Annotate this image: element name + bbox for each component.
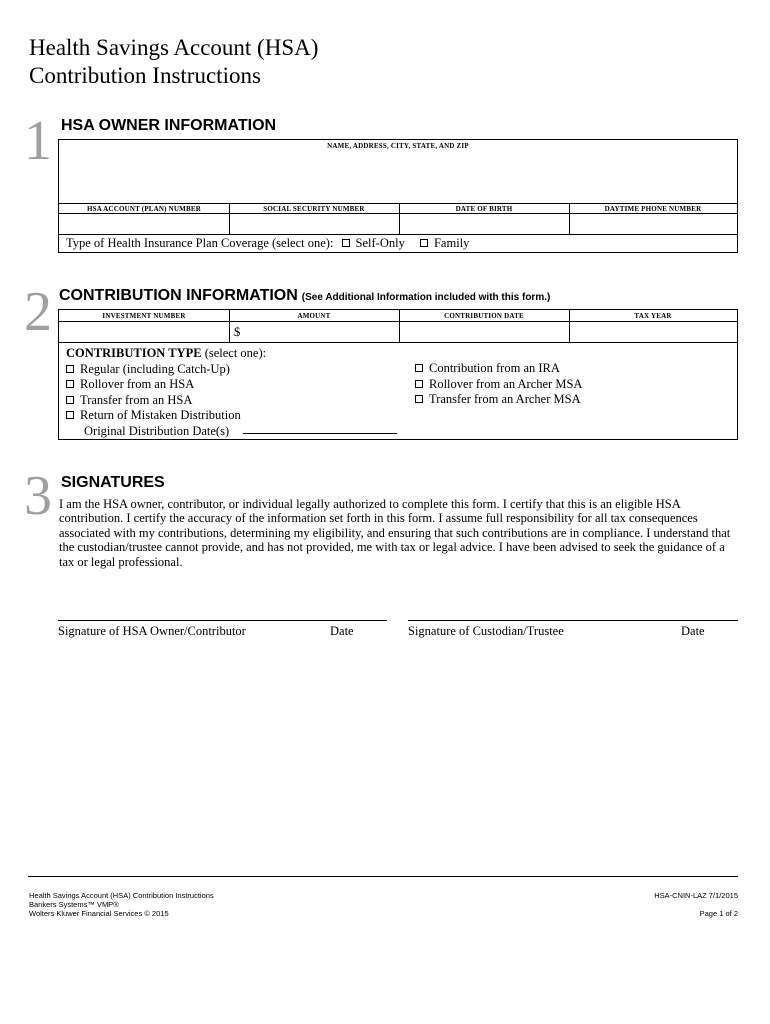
- form-title-line2: Contribution Instructions: [29, 63, 261, 88]
- footer-form-name: Health Savings Account (HSA) Contribution Instructions: [29, 891, 214, 900]
- col-ssn: SOCIAL SECURITY NUMBER: [263, 205, 365, 213]
- hsa-account-number-field[interactable]: [60, 214, 228, 233]
- contribution-type-label: CONTRIBUTION TYPE: [66, 346, 202, 360]
- col-contribution-date: CONTRIBUTION DATE: [444, 312, 524, 320]
- ira-contribution-label: Contribution from an IRA: [429, 361, 560, 375]
- regular-checkbox[interactable]: [66, 365, 74, 373]
- col-hsa-account-number: HSA ACCOUNT (PLAN) NUMBER: [87, 205, 201, 213]
- footer-right: [654, 891, 738, 918]
- original-distribution-date-field[interactable]: [243, 433, 397, 434]
- mistaken-distribution-label: Return of Mistaken Distribution: [80, 408, 241, 422]
- rollover-hsa-label: Rollover from an HSA: [80, 377, 195, 391]
- transfer-archer-msa-label: Transfer from an Archer MSA: [429, 392, 581, 406]
- contribution-type-hint: (select one):: [204, 346, 267, 360]
- contribution-type-right: [415, 361, 582, 408]
- contribution-info-box: [58, 309, 738, 440]
- tax-year-field[interactable]: [570, 322, 736, 341]
- coverage-label: Type of Health Insurance Plan Coverage (select one):: [66, 236, 334, 250]
- transfer-hsa-label: Transfer from an HSA: [80, 392, 193, 407]
- section2-heading: CONTRIBUTION INFORMATION: [59, 287, 298, 304]
- form-title-line1: Health Savings Account (HSA): [29, 35, 319, 60]
- section3-number: 3: [24, 465, 52, 527]
- investment-number-field[interactable]: [60, 322, 228, 341]
- section3-heading: SIGNATURES: [61, 474, 165, 491]
- rollover-archer-msa-checkbox[interactable]: [415, 380, 423, 388]
- original-distribution-date-label: Original Distribution Date(s): [84, 423, 230, 438]
- section2-number: 2: [24, 281, 52, 343]
- certification-paragraph: I am the HSA owner, contributor, or individual legally authorized to complete this form. I certify that this is an eligible HSA contribution. I certify the accuracy of the information set forth in this form. I assume full responsibility for all tax consequences associated with my contributions, determining my eligibility, and ensuring that such contributions are in compliance. I understand that the custodian/trustee cannot provide, and has not provided, me with tax or legal advice. I have been advised to seek the guidance of a tax or legal professional.: [59, 497, 731, 569]
- col-date-of-birth: DATE OF BIRTH: [455, 205, 513, 213]
- owner-date-label: Date: [330, 624, 354, 638]
- rollover-archer-msa-label: Rollover from an Archer MSA: [429, 376, 583, 391]
- contribution-type-left: [66, 346, 266, 439]
- rollover-hsa-checkbox[interactable]: [66, 380, 74, 388]
- footer-divider: [28, 876, 738, 877]
- family-checkbox[interactable]: [420, 239, 428, 247]
- mistaken-distribution-checkbox[interactable]: [66, 411, 74, 419]
- section2-heading-row: [59, 287, 550, 305]
- custodian-date-label: Date: [681, 624, 705, 638]
- transfer-archer-msa-checkbox[interactable]: [415, 395, 423, 403]
- footer-form-id: HSA-CNIN-LAZ 7/1/2015: [654, 891, 738, 900]
- owner-signature-label: Signature of HSA Owner/Contributor: [58, 624, 246, 638]
- ira-contribution-checkbox[interactable]: [415, 364, 423, 372]
- daytime-phone-field[interactable]: [570, 214, 736, 233]
- self-only-label: Self-Only: [355, 236, 405, 250]
- section1-heading: HSA OWNER INFORMATION: [61, 117, 277, 134]
- transfer-hsa-checkbox[interactable]: [66, 396, 74, 404]
- footer-publisher: Bankers Systems™ VMP®: [29, 900, 119, 909]
- amount-field[interactable]: [230, 322, 398, 341]
- date-of-birth-field[interactable]: [400, 214, 568, 233]
- section1-number: 1: [24, 110, 52, 172]
- owner-signature-line[interactable]: [58, 620, 387, 621]
- footer-copyright: Wolters Kluwer Financial Services © 2015: [29, 909, 169, 918]
- col-amount: AMOUNT: [297, 312, 331, 320]
- dollar-sign: $: [234, 325, 241, 339]
- custodian-signature-line[interactable]: [408, 620, 738, 621]
- regular-label: Regular (including Catch-Up): [80, 361, 230, 376]
- footer-left: [29, 891, 214, 918]
- form-title: [29, 34, 318, 90]
- col-daytime-phone: DAYTIME PHONE NUMBER: [604, 205, 702, 213]
- footer-page-number: Page 1 of 2: [699, 909, 738, 918]
- col-investment-number: INVESTMENT NUMBER: [102, 312, 186, 320]
- name-address-field[interactable]: [61, 152, 735, 202]
- name-address-header: NAME, ADDRESS, CITY, STATE, AND ZIP: [327, 142, 469, 150]
- family-label: Family: [433, 236, 470, 250]
- owner-info-box: [58, 139, 738, 253]
- ssn-field[interactable]: [230, 214, 398, 233]
- custodian-signature-label: Signature of Custodian/Trustee: [408, 624, 564, 638]
- coverage-row: [66, 236, 469, 251]
- section2-note: (See Additional Information included with this form.): [301, 292, 551, 303]
- contribution-date-field[interactable]: [400, 322, 568, 341]
- self-only-checkbox[interactable]: [342, 239, 350, 247]
- col-tax-year: TAX YEAR: [634, 312, 672, 320]
